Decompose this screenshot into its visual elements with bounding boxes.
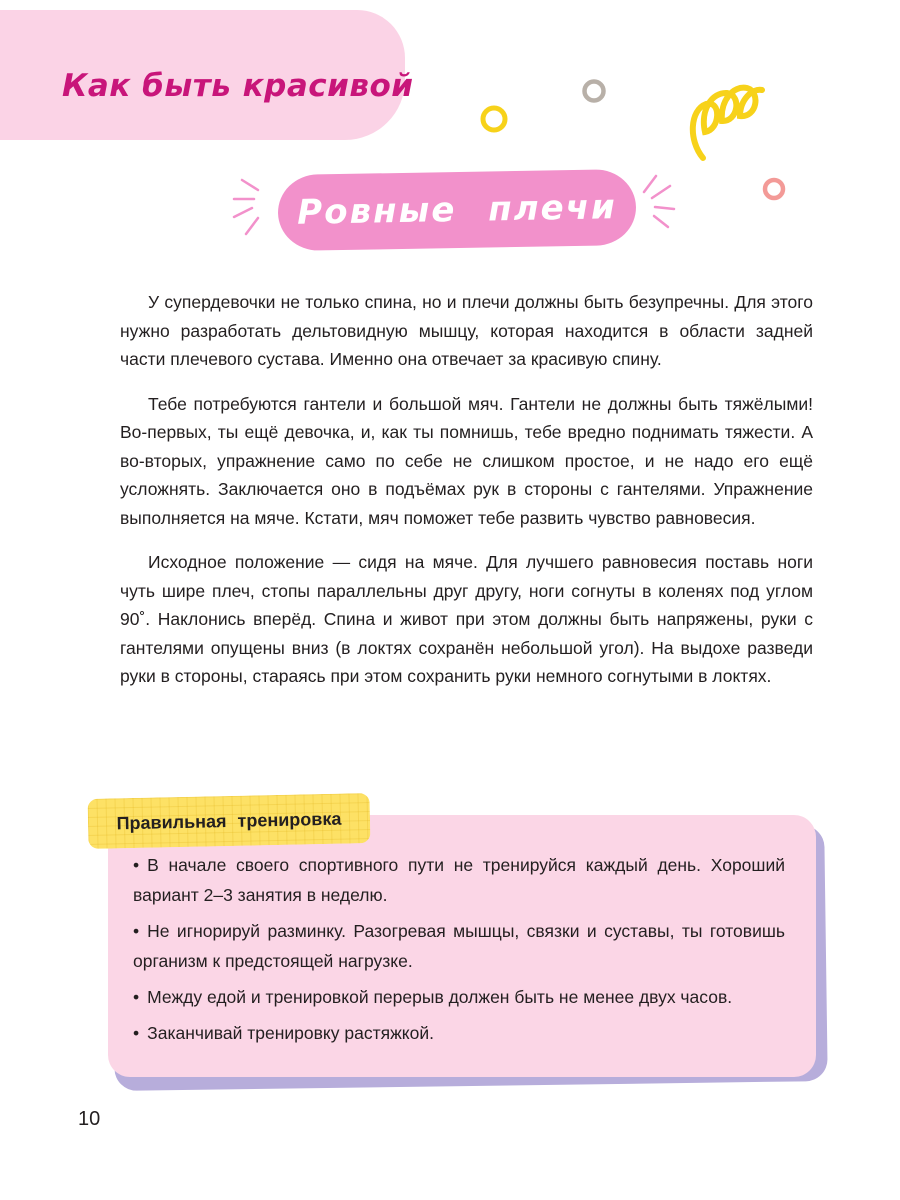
tips-list: [133, 850, 785, 1054]
paragraph-equipment: Тебе потребуются гантели и большой мяч. Гантели не должны быть тяжёлыми! Во-первых, ты ещё девочка, и, как ты помнишь, тебе вредно поднимать тяжести. А во-вторых, упражнение само по себе не слишком простое, и не надо его ещё усложнять. Заключается оно в подъёмах рук в стороны с гантелями. Упражнение выполняется на мяче. Кстати, мяч поможет тебе развить чувство равновесия.: [120, 393, 813, 528]
right-sparkle-icon: [644, 176, 674, 227]
gray-ring-icon: [585, 82, 604, 101]
pink-ring-icon: [765, 180, 783, 198]
tip-heading: Правильная тренировка: [116, 808, 342, 833]
tip-item: • Между едой и тренировкой перерыв должен быть не менее двух часов.: [133, 982, 785, 1012]
yellow-spiral-icon: [693, 88, 762, 158]
tip-item: • Не игнорируй разминку. Разогревая мышцы, связки и суставы, ты готовишь организм к предстоящей нагрузке.: [133, 916, 785, 976]
page-title: Ровные плечи: [296, 187, 618, 233]
title-badge: [277, 169, 636, 251]
paragraph-technique: Исходное положение — сидя на мяче. Для лучшего равновесия поставь ноги чуть шире плеч, стопы параллельны друг другу, ноги согнуты в коленях под углом 90˚. Наклонись вперёд. Спина и живот при этом должны быть напряжены, руки с гантелями опущены вниз (в локтях сохранён небольшой угол). На выдохе разведи руки в стороны, стараясь при этом сохранить руки немного согнутыми в локтях.: [120, 552, 813, 686]
body-text: [120, 288, 813, 707]
page-number: 10: [78, 1108, 101, 1130]
yellow-ring-icon: [483, 108, 505, 130]
paragraph-intro: У супердевочки не только спина, но и плечи должны быть безупречны. Для этого нужно разработать дельтовидную мышцу, которая находится в области задней части плечевого сустава. Именно она отвечает за красивую спину.: [120, 292, 813, 369]
tip-item: • В начале своего спортивного пути не тренируйся каждый день. Хороший вариант 2–3 занятия в неделю.: [133, 850, 785, 910]
left-sparkle-icon: [234, 180, 258, 234]
tip-item: • Заканчивай тренировку растяжкой.: [133, 1018, 785, 1048]
section-title: Как быть красивой: [62, 68, 414, 104]
decorations: [0, 0, 900, 300]
tip-heading-tag: [88, 793, 371, 849]
